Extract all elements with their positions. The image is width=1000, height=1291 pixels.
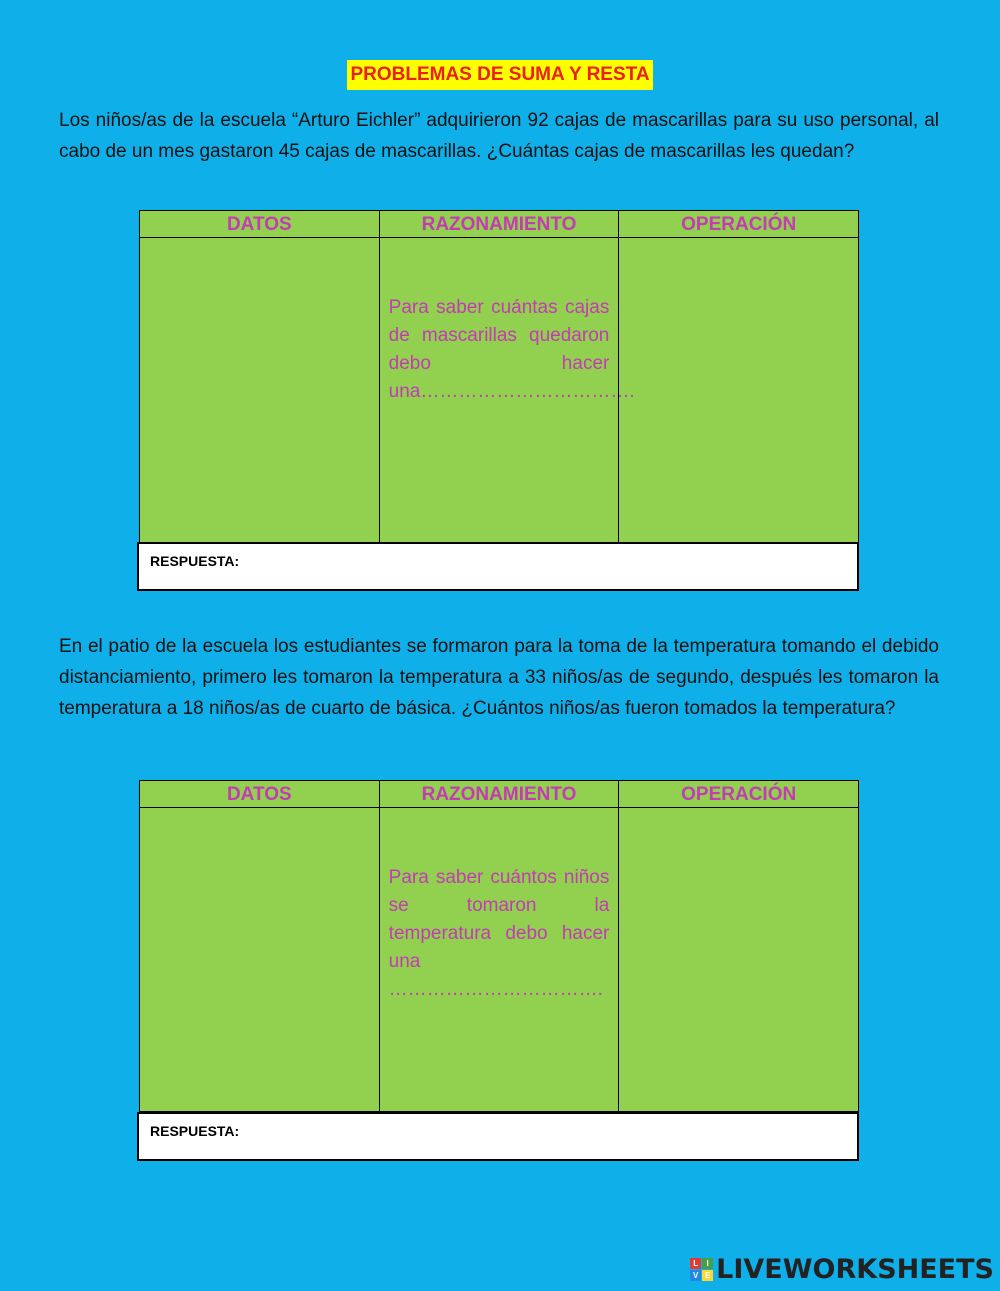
reasoning-text <box>388 294 635 406</box>
problem-2-text: En el patio de la escuela los estudiantes se formaron para la toma de la temperatura tomando el debido distanciamiento, primero les tomaron la temperatura a 33 niños/as de segundo, después les tomaron la temperatura a 18 niños/as de cuarto de básica. ¿Cuántos niños/as fueron tomados la temperatura? <box>59 636 939 719</box>
answer-label: RESPUESTA: <box>150 553 240 569</box>
live-icon-i: I <box>702 1258 713 1269</box>
header-datos: DATOS <box>140 781 380 807</box>
problem-1-body-row <box>139 238 859 543</box>
liveworksheets-logo <box>690 1254 994 1285</box>
header-razonamiento: RAZONAMIENTO <box>380 211 620 237</box>
live-icon-v: V <box>690 1270 701 1281</box>
header-operacion: OPERACIÓN <box>681 214 797 235</box>
razonamiento-cell[interactable] <box>380 238 635 542</box>
header-operacion: OPERACIÓN <box>681 784 797 805</box>
answer-label: RESPUESTA: <box>150 1123 240 1139</box>
header-razonamiento: RAZONAMIENTO <box>380 781 620 807</box>
operacion-cell[interactable] <box>619 808 858 1111</box>
reasoning-blank[interactable]: una……………………………. <box>388 381 635 402</box>
datos-cell[interactable] <box>140 238 380 542</box>
problem-2-table <box>139 780 859 1112</box>
reasoning-text <box>389 864 610 1004</box>
operacion-cell[interactable] <box>619 238 858 542</box>
live-icon-e: E <box>702 1270 713 1281</box>
problem-1-table <box>139 210 859 543</box>
header-datos: DATOS <box>140 211 380 237</box>
problem-2-body-row <box>139 808 859 1112</box>
title-container <box>0 60 1000 90</box>
datos-cell[interactable] <box>140 808 380 1111</box>
reasoning-main: Para saber cuántas cajas de mascarillas quedaron debo hacer <box>388 297 610 374</box>
problem-1-answer-box[interactable] <box>137 542 859 591</box>
live-icon-l: L <box>690 1258 701 1269</box>
problem-2-answer-box[interactable] <box>137 1112 859 1161</box>
page-title: PROBLEMAS DE SUMA Y RESTA <box>347 60 652 90</box>
problem-2-header-row <box>139 780 859 808</box>
live-icon <box>690 1258 713 1281</box>
problem-1-text: Los niños/as de la escuela “Arturo Eichler” adquirieron 92 cajas de mascarillas para su uso personal, al cabo de un mes gastaron 45 cajas de mascarillas. ¿Cuántas cajas de mascarillas les quedan? <box>59 110 939 162</box>
brand-name: LIVEWORKSHEETS <box>716 1254 994 1285</box>
problem-1-header-row <box>139 210 859 238</box>
reasoning-main: Para saber cuántos niños se tomaron la temperatura debo hacer una <box>388 867 610 972</box>
reasoning-blank[interactable]: ……………………………. <box>388 979 603 1000</box>
razonamiento-cell[interactable] <box>380 808 620 1111</box>
